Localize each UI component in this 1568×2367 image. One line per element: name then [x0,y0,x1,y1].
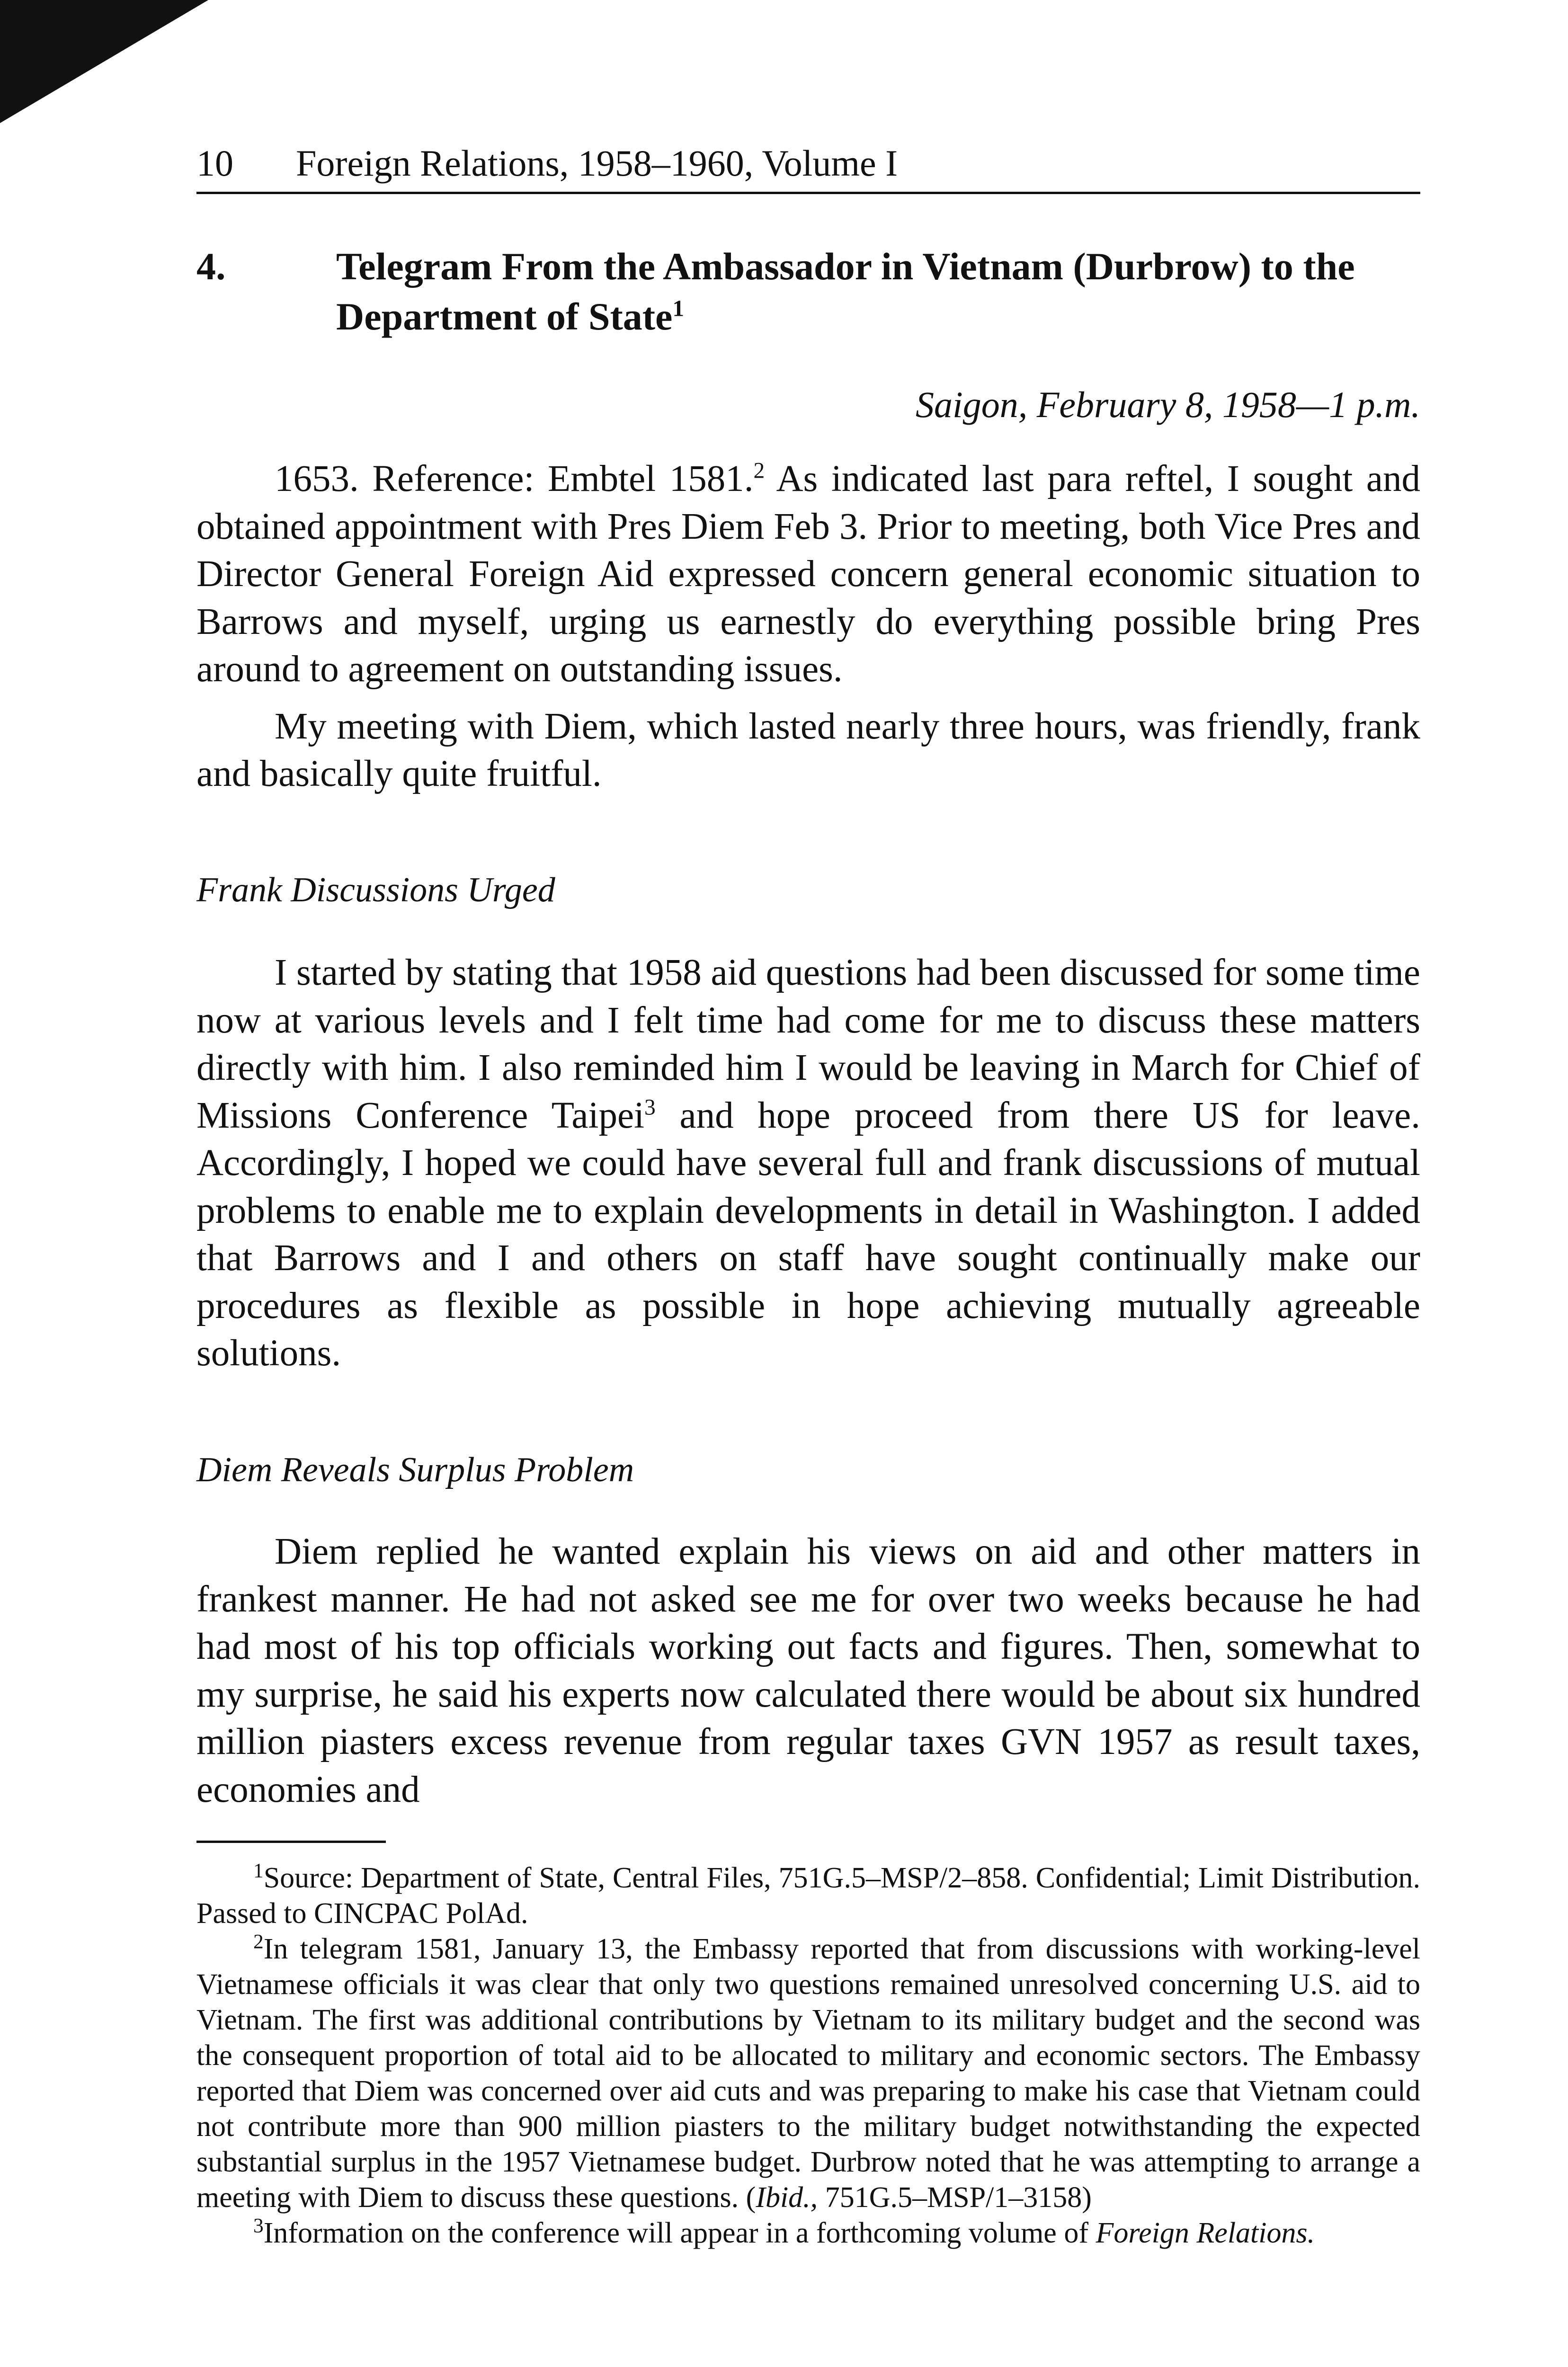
footnote-2-text: In telegram 1581, January 13, the Embassy reported that from discussions with working-level Vietnamese officials it was clear that only two questions remained unresolved concerning U.S. aid to Vietnam. The first was additional contributions by Vietnam to its military budget and the second was the consequent proportion of total aid to be allocated to military and economic sectors. The Embassy reported that Diem was concerned over aid cuts and was preparing to make his case that Vietnam could not contribute more than 900 million piasters to the military budget notwithstanding the expected substantial surplus in the 1957 Vietnamese budget. Durbrow noted that he was attempting to arrange a meeting with Diem to discuss these questions. ( [196,1933,1420,2214]
footnote-2-ibid: Ibid., [756,2181,818,2214]
footnote-ref-2[interactable]: 2 [753,458,765,483]
footnote-3-italic-title: Foreign Relations. [1096,2217,1315,2249]
dateline: Saigon, February 8, 1958—1 p.m. [916,384,1420,425]
running-title: Foreign Relations, 1958–1960, Volume I [296,142,898,184]
footnote-2 [196,1931,1420,2216]
footnote-1-text: Source: Department of State, Central Files, 751G.5–MSP/2–858. Confidential; Limit Distribution. Passed to CINCPAC PolAd. [196,1862,1420,1930]
paragraph-3-text-b: and hope proceed from there US for leave. Accordingly, I hoped we could have several full and frank discussions of mutual problems to enable me to explain developments in detail in Washington. I added that Barrows and I and others on staff have sought continually make our procedures as flexible as possible in hope achieving mutually agreeable solutions. [196,1095,1420,1374]
footnote-ref-1[interactable]: 1 [672,295,685,321]
footnote-3-mark: 3 [253,2214,264,2237]
document-number: 4. [196,245,226,288]
footnote-1-mark: 1 [253,1859,264,1882]
footnote-ref-3[interactable]: 3 [644,1095,656,1120]
paragraph-1-text-a: 1653. Reference: Embtel 1581. [275,458,754,499]
document-title [336,241,1420,342]
footnote-2-text-end: 751G.5–MSP/1–3158) [818,2181,1092,2214]
paragraph-3 [196,949,1420,1378]
paragraph-2: My meeting with Diem, which lasted nearly three hours, was friendly, frank and basically quite fruitful. [196,705,1420,794]
page-number: 10 [196,142,233,184]
body-part-1 [196,455,1420,798]
document-title-text: Telegram From the Ambassador in Vietnam (Durbrow) to the Department of State [336,245,1355,338]
body-part-2 [196,949,1420,1378]
paragraph-4: Diem replied he wanted explain his views on aid and other matters in frankest manner. He had not asked see me for over two weeks because he had had most of his top officials working out facts and figures. Then, somewhat to my surprise, he said his experts now calculated there would be about six hundred million piasters excess revenue from regular taxes GVN 1957 as result taxes, economies and [196,1531,1420,1810]
footnote-3 [196,2216,1420,2251]
running-header [196,135,1420,194]
document-heading [196,241,1420,346]
paragraph-1-text-b: As indicated last para reftel, I sought and obtained appointment with Pres Diem Feb 3. Prior to meeting, both Vice Pres and Director General Foreign Aid expressed concern general economic situation to Barrows and myself, urging us earnestly do everything possible bring Pres around to agreement on outstanding issues. [196,458,1420,690]
subhead-frank-discussions: Frank Discussions Urged [196,871,555,909]
paragraph-3-text-a: I started by stating that 1958 aid questions had been discussed for some time now at various levels and I felt time had come for me to discuss these matters directly with him. I also reminded him I would be leaving in March for Chief of Missions Conference Taipei [196,952,1420,1136]
footnote-3-text: Information on the conference will appear in a forthcoming volume of [263,2217,1096,2249]
paragraph-1 [196,455,1420,694]
subhead-diem-reveals: Diem Reveals Surplus Problem [196,1450,634,1489]
body-part-3 [196,1528,1420,1814]
footnote-1 [196,1860,1420,1931]
footnotes [196,1860,1420,2251]
footnote-divider [196,1841,386,1843]
scan-corner-mark [0,0,208,123]
footnote-2-mark: 2 [253,1930,264,1953]
